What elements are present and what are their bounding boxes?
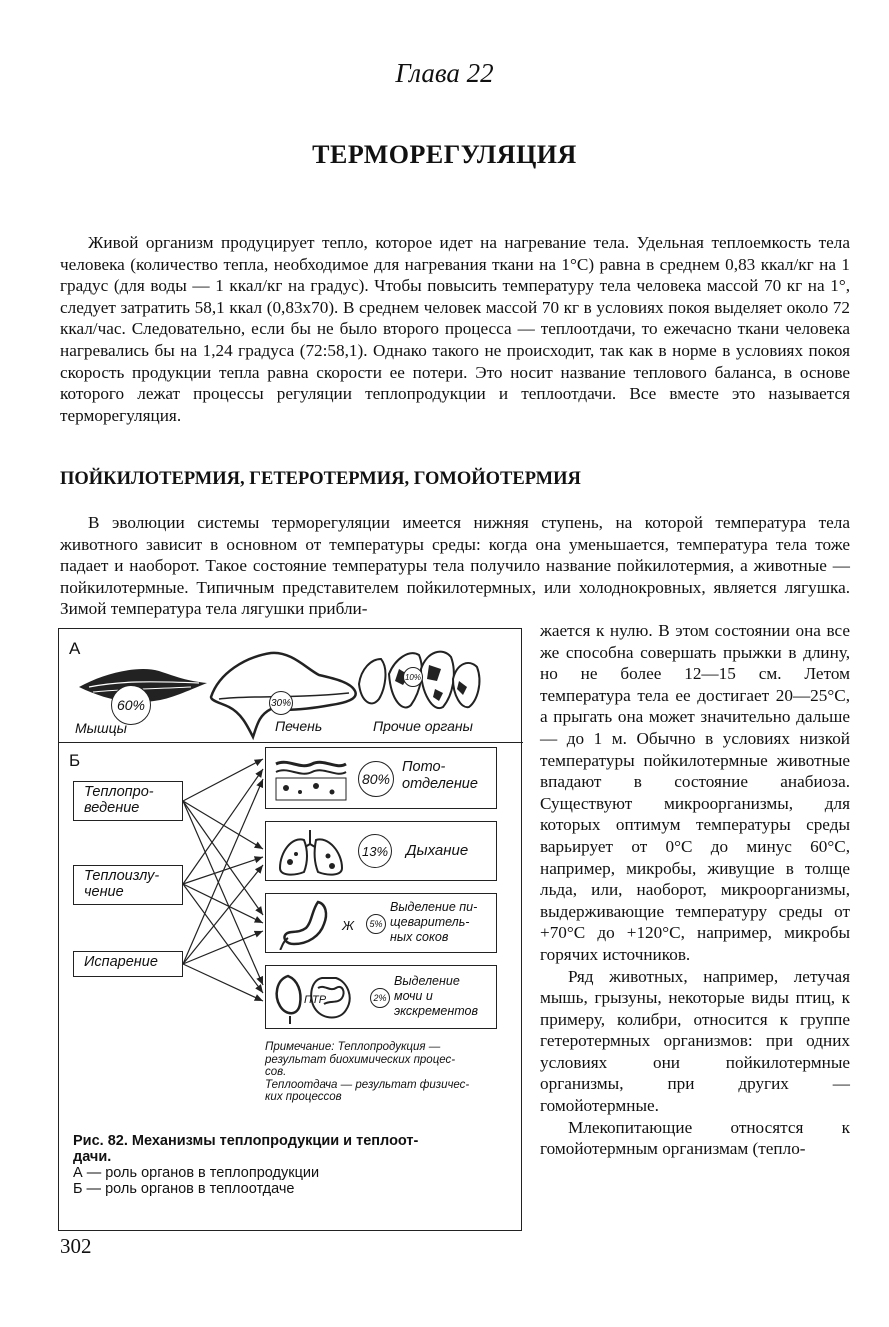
page-number: 302: [60, 1234, 92, 1258]
sweating-percent: 80%: [361, 771, 391, 787]
right-column: [540, 620, 850, 1160]
sweating-box: [265, 747, 497, 809]
note-line-4: Теплоотдача — результат физичес-: [265, 1078, 470, 1091]
breathing-box: [265, 821, 497, 881]
panel-b-label: Б: [69, 751, 81, 770]
breathing-percent-circle: [358, 834, 392, 868]
excretion-organ-letters: ПТР: [304, 994, 327, 1006]
other-percent: 10%: [404, 672, 421, 682]
figure-note: [265, 1041, 515, 1104]
stomach-letter: Ж: [342, 918, 354, 933]
digestive-percent-circle: [366, 914, 386, 934]
caption-title-1: Рис. 82. Механизмы теплопродукции и теплоот-: [73, 1133, 419, 1149]
evaporation-box: [73, 951, 183, 977]
excretion-box: [265, 965, 497, 1029]
panel-a-label: А: [69, 639, 81, 658]
breathing-percent: 13%: [361, 843, 389, 859]
section-heading: ПОЙКИЛОТЕРМИЯ, ГЕТЕРОТЕРМИЯ, ГОМОЙОТЕРМИЯ: [60, 469, 581, 489]
liver-label: Печень: [275, 718, 323, 734]
excretion-line1: Выделение: [394, 974, 460, 988]
figure-caption: [73, 1133, 513, 1197]
caption-b: Б — роль органов в теплоотдаче: [73, 1181, 295, 1197]
conduction-line1: Теплопро-: [84, 784, 154, 800]
chapter-title: ТЕРМОРЕГУЛЯЦИЯ: [312, 140, 577, 169]
chapter-label: Глава 22: [395, 58, 494, 88]
note-line-2: результат биохимических процес-: [265, 1053, 456, 1066]
figure-82: [58, 628, 522, 1231]
excretion-percent-circle: [370, 988, 390, 1008]
lungs-icon: [276, 826, 352, 878]
digestive-line1: Выделение пи-: [390, 900, 478, 914]
excretion-line2: мочи и: [394, 989, 433, 1003]
column-paragraph-1: жается к нулю. В этом состоянии она все же способна совершать прыжки в длину, но не более 12—15 см. Летом температура тела ее достигает 20—25°С, а прыгать она может значительно дальше — до 1 м. Обычно в условиях низкой температуры пойкилотермные животные впадают в состояние анабиоза. Существуют микроорганизмы, для которых оптимум температуры среды варьирует от 0°С до минус 60°С, например, микробы, живущие в толще льда, или, наоборот, микроорганизмы, выдерживающие температуру среды от +70°С до +120°С, например, микробы горячих источников.: [540, 621, 850, 964]
digestive-label: [390, 900, 477, 945]
sweating-line2: отделение: [402, 776, 478, 792]
radiation-line2: чение: [84, 884, 124, 900]
column-paragraph-2: Ряд животных, например, летучая мышь, грызуны, некоторые виды птиц, к примеру, колибри, относится к группе гетеротермных организмов: при одних условиях они пойкилотермные организмы, при других — гомойотермные.: [540, 966, 850, 1116]
conduction-line2: ведение: [84, 800, 140, 816]
evaporation-label: Испарение: [84, 954, 158, 970]
column-paragraph-3: Млекопитающие относятся к гомойотермным организмам (тепло-: [540, 1117, 850, 1159]
excretion-percent: 2%: [373, 993, 387, 1003]
sweating-label: [402, 759, 478, 793]
digestive-line3: ных соков: [390, 930, 449, 944]
section-paragraph: В эволюции системы терморегуляции имеется нижняя ступень, на которой температура тела животного зависит в основном от температуры среды: когда она уменьшается, температура тела тоже падает и наоборот. Такое состояние температуры тела получило название пойкилотермия, а животные — пойкилотермные. Типичным представителем пойкилотермных, или холоднокровных, является лягушка. Зимой температура тела лягушки прибли-: [60, 513, 850, 619]
radiation-box: [73, 865, 183, 905]
radiation-line1: Теплоизлу-: [84, 868, 160, 884]
other-organs-label: Прочие органы: [373, 718, 473, 734]
caption-title-2: дачи.: [73, 1149, 112, 1165]
digestive-box: [265, 893, 497, 953]
liver-percent: 30%: [270, 697, 291, 709]
digestive-line2: щеваритель-: [390, 915, 470, 929]
digestive-percent: 5%: [369, 919, 383, 929]
muscles-label: Мышцы: [75, 720, 127, 736]
excretion-line3: экскрементов: [394, 1004, 478, 1018]
intro-paragraph: Живой организм продуцирует тепло, которое идет на нагревание тела. Удельная теплоемкость тела человека (количество тепла, необходимое для нагревания ткани на 1°С) равна в среднем 0,83 ккал/кг на 1 градус (для воды — 1 ккал/кг на градус). Чтобы повысить температуру тела человека массой 70 кг на 1°, следует затратить 58,1 ккал (0,83х70). В среднем человек массой 70 кг в условиях покоя выделяет около 72 ккал/час. Следовательно, если бы не было второго процесса — теплоотдачи, то ежечасно ткани человека нагревались бы на 1,24 градуса (72:58,1). Однако такого не происходит, так как в норме в условиях покоя скорость продукции тепла равна скорости ее потери. Это носит название теплового баланса, в основе которого лежат процессы регуляции теплопродукции и теплоотдачи. Все вместе это называется терморегуляция.: [60, 233, 850, 425]
stomach-icon: [278, 898, 338, 950]
muscles-percent: 60%: [116, 697, 146, 713]
note-line-3: сов.: [265, 1066, 287, 1078]
breathing-label: Дыхание: [406, 842, 469, 859]
sweating-line1: Пото-: [402, 759, 446, 775]
sweating-percent-circle: [358, 761, 394, 797]
conduction-box: [73, 781, 183, 821]
caption-a: А — роль органов в теплопродукции: [73, 1165, 320, 1181]
excretion-label: [394, 974, 478, 1019]
skin-icon: [274, 754, 348, 802]
note-line-1: Примечание: Теплопродукция —: [265, 1041, 441, 1053]
note-line-5: ких процессов: [265, 1091, 342, 1103]
